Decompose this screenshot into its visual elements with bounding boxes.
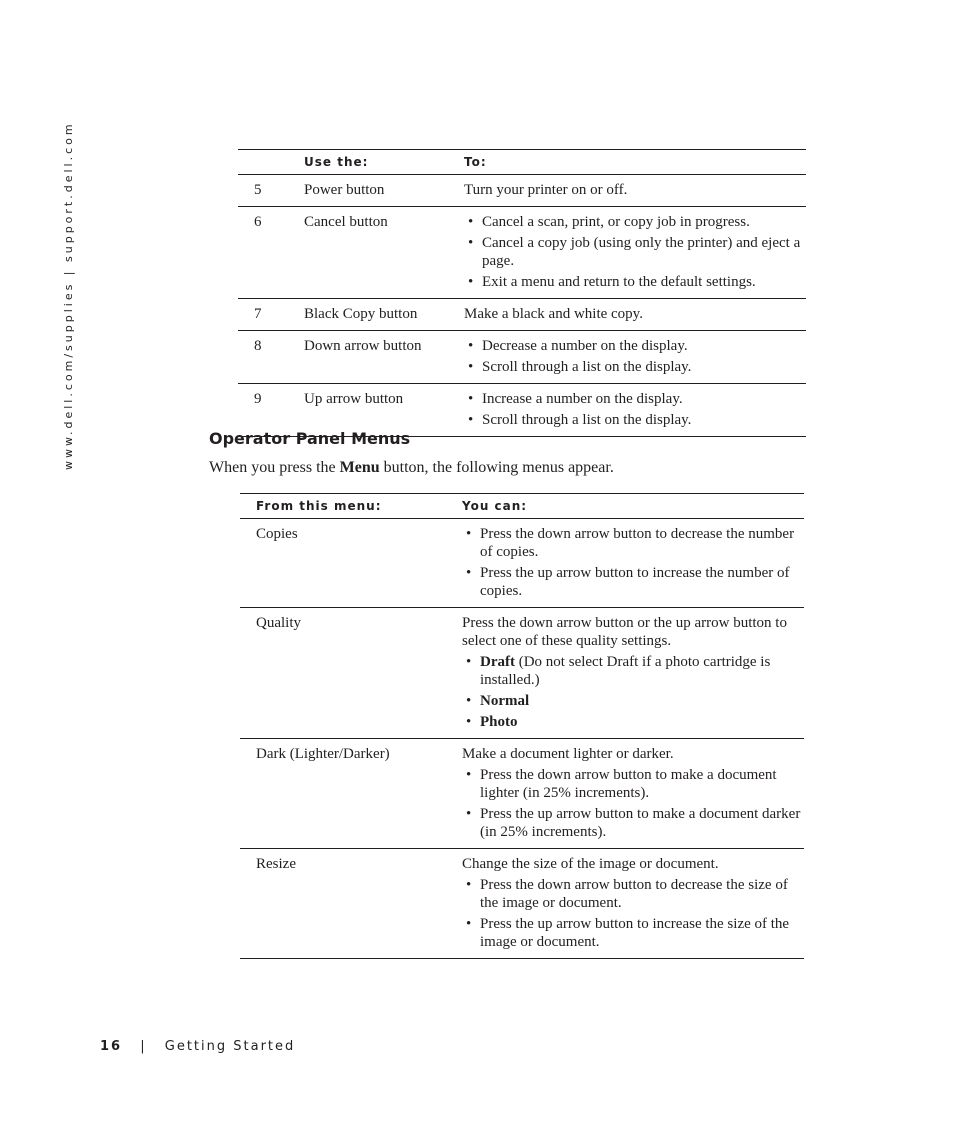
row-number: 8 [238, 331, 304, 384]
row-button-name: Up arrow button [304, 384, 464, 437]
row-button-name: Black Copy button [304, 299, 464, 331]
table-header-row [238, 150, 806, 175]
table-row [238, 299, 806, 331]
list-item: • Cancel a scan, print, or copy job in progress. [464, 213, 806, 231]
list-item: • Exit a menu and return to the default settings. [464, 273, 806, 291]
row-description [464, 331, 806, 384]
row-number: 5 [238, 175, 304, 207]
header-use-the: Use the: [304, 150, 464, 175]
list-item: • Press the up arrow button to increase the number of copies. [462, 564, 804, 600]
button-table [238, 149, 806, 437]
list-item: • Press the up arrow button to make a document darker (in 25% increments). [462, 805, 804, 841]
row-description: Make a black and white copy. [464, 299, 806, 331]
list-item: • Draft (Do not select Draft if a photo cartridge is installed.) [462, 653, 804, 689]
list-item: • Normal [462, 692, 804, 710]
section-title: Operator Panel Menus [209, 429, 411, 448]
menu-lead: Change the size of the image or document. [462, 856, 719, 872]
menu-lead: Make a document lighter or darker. [462, 746, 674, 762]
menu-name: Dark (Lighter/Darker) [240, 739, 462, 849]
menu-description [462, 608, 804, 739]
menu-description [462, 739, 804, 849]
list-item: • Press the down arrow button to decrease the number of copies. [462, 525, 804, 561]
list-item: • Decrease a number on the display. [464, 337, 806, 355]
list-item: • Cancel a copy job (using only the printer) and eject a page. [464, 234, 806, 270]
row-number: 6 [238, 207, 304, 299]
footer-separator: | [140, 1039, 147, 1054]
row-description [464, 384, 806, 437]
row-button-name: Cancel button [304, 207, 464, 299]
row-description [464, 207, 806, 299]
header-to: To: [464, 150, 806, 175]
list-item: • Press the up arrow button to increase the size of the image or document. [462, 915, 804, 951]
menu-lead: Press the down arrow button or the up arrow button to select one of these quality settings. [462, 615, 787, 649]
table-row [240, 608, 804, 739]
header-from-this-menu: From this menu: [240, 494, 462, 519]
intro-text: When you press the Menu button, the following menus appear. [209, 459, 614, 476]
table-row [240, 849, 804, 959]
row-description: Turn your printer on or off. [464, 175, 806, 207]
menu-name: Quality [240, 608, 462, 739]
row-button-name: Down arrow button [304, 331, 464, 384]
row-button-name: Power button [304, 175, 464, 207]
table-row [238, 207, 806, 299]
menu-description [462, 519, 804, 608]
page-footer [100, 1039, 295, 1054]
menu-name: Resize [240, 849, 462, 959]
footer-section: Getting Started [164, 1039, 296, 1054]
table-row [240, 519, 804, 608]
list-item: • Scroll through a list on the display. [464, 358, 806, 376]
list-item: • Photo [462, 713, 804, 731]
header-number [238, 150, 304, 175]
list-item: • Increase a number on the display. [464, 390, 806, 408]
page-number: 16 [100, 1039, 123, 1054]
list-item: • Press the down arrow button to make a document lighter (in 25% increments). [462, 766, 804, 802]
menu-description [462, 849, 804, 959]
menu-table [240, 493, 804, 959]
header-you-can: You can: [462, 494, 804, 519]
menu-keyword: Menu [339, 459, 380, 476]
list-item: • Scroll through a list on the display. [464, 411, 806, 429]
list-item: • Press the down arrow button to decrease the size of the image or document. [462, 876, 804, 912]
row-number: 9 [238, 384, 304, 437]
table-row [238, 331, 806, 384]
menu-name: Copies [240, 519, 462, 608]
table-row [240, 739, 804, 849]
row-number: 7 [238, 299, 304, 331]
table-header-row [240, 494, 804, 519]
side-url: www.dell.com/supplies | support.dell.com [62, 121, 75, 470]
table-row [238, 175, 806, 207]
